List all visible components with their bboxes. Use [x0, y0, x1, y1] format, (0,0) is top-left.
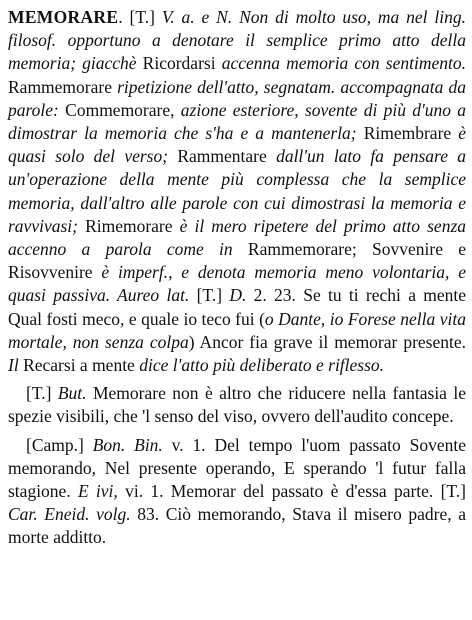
entry-text: Recarsi a mente	[23, 355, 140, 376]
entry-text: Rammemorare	[8, 76, 118, 97]
entry-text: 83. Ciò memorando, Stava il misero padre, a morte additto.	[8, 504, 466, 548]
entry-italic-text: accenna memoria con sentimento.	[221, 53, 466, 74]
entry-italic-text: Il	[8, 355, 24, 376]
entry-italic-text: o Dante, io Forese nella vita mortale, non senza colpa	[8, 308, 466, 352]
entry-citation-paragraph	[8, 434, 466, 550]
entry-italic-text: dice l'atto più deliberato e riflesso.	[139, 355, 385, 376]
entry-italic-text: But.	[57, 383, 93, 404]
entry-text: [T.]	[26, 383, 58, 404]
entry-italic-text: Bon. Bin.	[92, 434, 172, 455]
entry-italic-text: ripetizione dell'atto, segnatam. accompagnata da parole:	[8, 76, 466, 120]
entry-text: Rammentare	[177, 146, 277, 167]
entry-italic-text: dall'un lato fa pensare a un'operazione della mente più complessa che la semplice memoria, dall'altro alle parole con cui dimostrasi la memoria e ravvivasi;	[8, 146, 467, 236]
entry-text: Rammemorare; Sovvenire e Risovvenire	[8, 239, 466, 283]
entry-italic-text: è quasi solo del verso;	[8, 123, 467, 167]
entry-italic-text: azione esteriore, sovente di più d'uno a dimostrar la memoria che s'ha e a mantenerla;	[8, 99, 466, 144]
entry-italic-text: Car. Eneid. volg.	[8, 504, 138, 525]
entry-text: Memorare non è altro che riducere nella fantasia le spezie visibili, che 'l senso del viso, ovvero dell'audito concepe.	[8, 383, 467, 427]
entry-text: Commemorare,	[65, 99, 181, 120]
entry-citation-paragraph	[8, 382, 466, 428]
entry-text: vi. 1. Memorar del passato è d'essa parte. [T.]	[125, 481, 466, 502]
entry-italic-text: D.	[229, 285, 254, 306]
entry-definition-paragraph	[8, 6, 466, 377]
entry-text: ) Ancor fia grave il memorar presente.	[188, 331, 466, 352]
dictionary-entry-memorare	[8, 6, 466, 550]
entry-italic-text: è il mero ripetere del primo atto senza accenno a parola come in	[8, 215, 467, 260]
entry-text: Ricordarsi	[142, 53, 222, 74]
entry-text: Rimemorare	[85, 215, 180, 236]
entry-text: 2. 23. Se tu ti rechi a mente Qual fosti meco, e quale io teco fui (	[8, 285, 467, 329]
entry-italic-text: E ivi,	[77, 481, 126, 502]
entry-italic-text: è imperf., e denota memoria meno volontaria, e quasi passiva. Aureo lat.	[8, 262, 466, 306]
entry-text: . [T.]	[118, 7, 162, 27]
entry-text: v. 1. Del tempo l'uom passato Sovente memorando, Nel presente operando, E sperando 'l futur falla stagione.	[8, 434, 466, 502]
entry-headword: MEMORARE	[8, 7, 119, 27]
entry-italic-text: V. a. e N. Non di molto uso, ma nel ling. filosof. opportuno a denotare il semplice primo atto della memoria; giacchè	[8, 7, 467, 74]
entry-text: Rimembrare	[363, 123, 459, 144]
entry-text: [Camp.]	[26, 434, 93, 455]
entry-text: [T.]	[196, 285, 230, 306]
